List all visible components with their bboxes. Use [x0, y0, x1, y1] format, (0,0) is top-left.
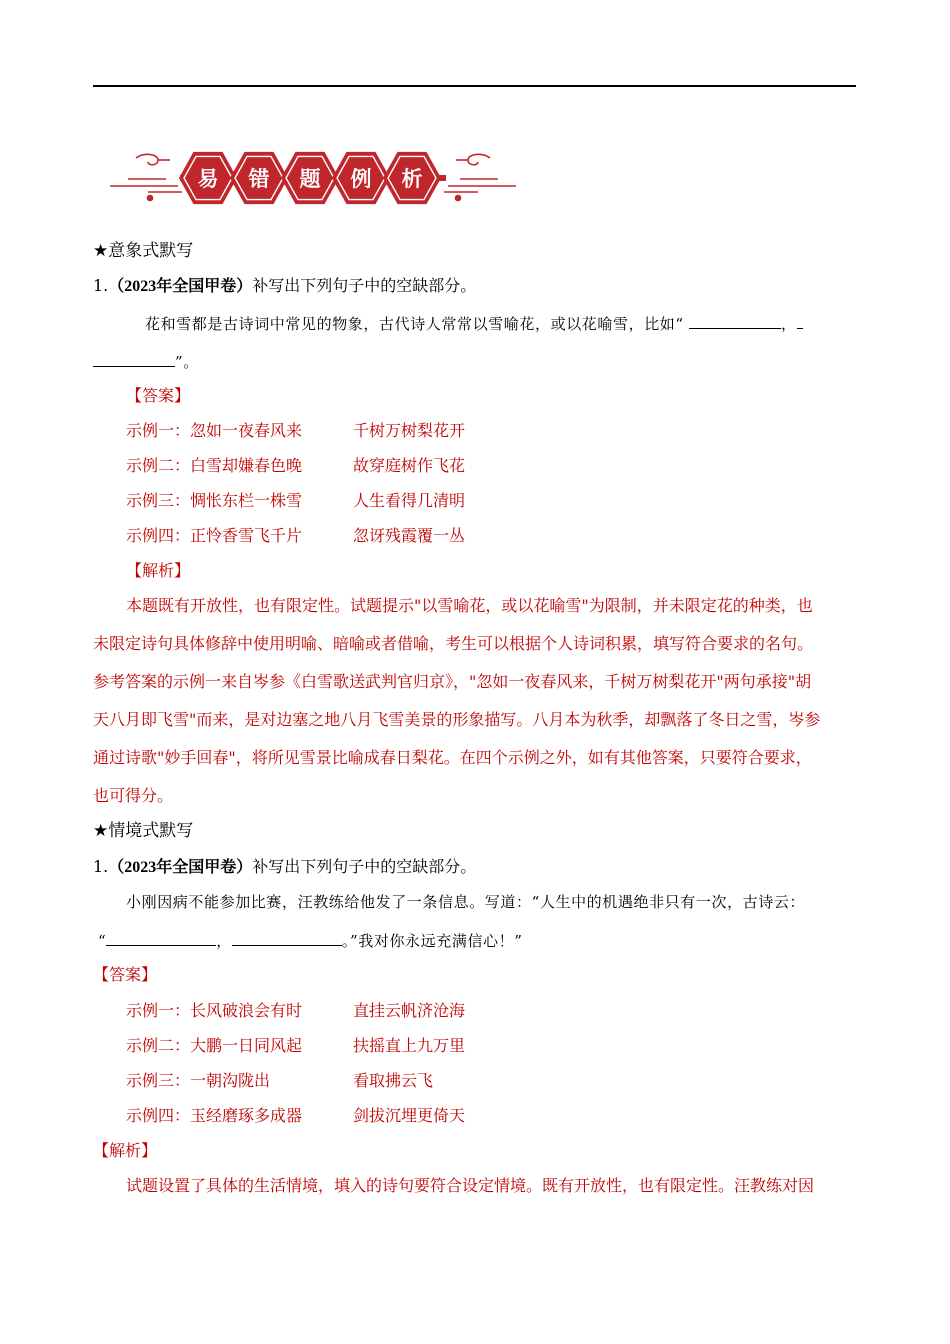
answer-line-a: 惆怅东栏一株雪 — [190, 491, 303, 510]
analysis-line: 天八月即飞雪"而来，是对边塞之地八月飞雪美景的形象描写。八月本为秋季，却飘落了冬日之雪，岑参 — [93, 710, 821, 729]
banner-char: 析 — [401, 167, 423, 191]
banner-char: 题 — [299, 167, 321, 191]
answer-blank — [689, 312, 781, 329]
question-source-open: （ — [108, 859, 125, 876]
answer-row-label: 示例四： — [126, 526, 191, 545]
answer-line-a: 玉经磨琢多成器 — [190, 1106, 303, 1125]
answer-row — [126, 1070, 526, 1092]
question-number: 1. — [93, 857, 109, 876]
question-text: 补写出下列句子中的空缺部分。 — [252, 857, 477, 876]
banner-char: 易 — [197, 167, 219, 191]
answer-row — [126, 1105, 526, 1127]
section-heading-1: ★意象式默写 — [93, 241, 194, 261]
prompt-open-quote: “ — [98, 932, 107, 950]
analysis-label-1: 【解析】 — [126, 561, 191, 580]
answer-line-b: 扶摇直上九万里 — [353, 1036, 466, 1055]
answer-row-label: 示例一： — [126, 1001, 191, 1020]
answer-line-a: 长风破浪会有时 — [190, 1001, 303, 1020]
header-rule — [93, 85, 856, 87]
prompt-line-2 — [98, 929, 523, 952]
prompt-comma: ， — [781, 315, 797, 333]
prompt-end: ”。 — [175, 353, 199, 371]
banner-char: 错 — [248, 167, 270, 191]
question-source: 年全国甲卷） — [156, 278, 253, 295]
question-source-year: 2023 — [124, 859, 157, 876]
answer-line-a: 白雪却嫌春色晚 — [190, 456, 303, 475]
answer-label-2: 【答案】 — [93, 965, 158, 984]
answer-line-b: 人生看得几清明 — [353, 491, 466, 510]
answer-row — [126, 455, 526, 477]
question-line-1 — [93, 275, 476, 298]
answer-line-b: 直挂云帆济沧海 — [353, 1001, 466, 1020]
answer-line-a: 大鹏一日同风起 — [190, 1036, 303, 1055]
analysis-line: 通过诗歌"妙手回春"，将所见雪景比喻成春日梨花。在四个示例之外，如有其他答案，只要符合要求， — [93, 748, 812, 767]
answer-row-label: 示例二： — [126, 1036, 191, 1055]
answer-line-a: 忽如一夜春风来 — [190, 421, 303, 440]
answer-row-label: 示例四： — [126, 1106, 191, 1125]
answer-row — [126, 525, 526, 547]
analysis-line: 也可得分。 — [93, 786, 174, 805]
answer-row-label: 示例二： — [126, 456, 191, 475]
answer-blank — [797, 312, 803, 329]
answer-row — [126, 1035, 526, 1057]
answer-row — [126, 490, 526, 512]
banner-char: 例 — [350, 167, 372, 191]
question-text: 补写出下列句子中的空缺部分。 — [252, 276, 477, 295]
answer-row-label: 示例三： — [126, 1071, 191, 1090]
prompt-line-1: 小刚因病不能参加比赛，汪教练给他发了一条信息。写道：“人生中的机遇绝非只有一次，古诗云： — [126, 893, 806, 911]
question-source-open: （ — [108, 278, 125, 295]
answer-line-b: 千树万树梨花开 — [353, 421, 466, 440]
question-line-2 — [93, 856, 476, 879]
answer-label-1: 【答案】 — [126, 386, 191, 405]
analysis-line: 试题设置了具体的生活情境，填入的诗句要符合设定情境。既有开放性，也有限定性。汪教练对因 — [126, 1176, 815, 1195]
answer-row-label: 示例三： — [126, 491, 191, 510]
section-heading-2: ★情境式默写 — [93, 821, 194, 841]
answer-line-b: 看取拂云飞 — [353, 1071, 434, 1090]
answer-line-b: 故穿庭树作飞花 — [353, 456, 466, 475]
analysis-line: 未限定诗句具体修辞中使用明喻、暗喻或者借喻，考生可以根据个人诗词积累，填写符合要求的名句。 — [93, 634, 814, 653]
answer-blank — [232, 929, 342, 946]
analysis-label-2: 【解析】 — [93, 1141, 158, 1160]
answer-line-b: 剑拔沉埋更倚天 — [353, 1106, 466, 1125]
banner-graphic — [108, 146, 518, 208]
answer-row — [126, 420, 526, 442]
prompt-line-1 — [145, 312, 803, 335]
answer-line-b: 忽讶残霞覆一丛 — [353, 526, 466, 545]
answer-blank — [106, 929, 216, 946]
answer-line-a: 一朝沟陇出 — [190, 1071, 271, 1090]
left-ornament-icon — [110, 154, 182, 200]
analysis-line: 本题既有开放性，也有限定性。试题提示"以雪喻花，或以花喻雪"为限制，并未限定花的种类，也 — [126, 596, 813, 615]
section-banner — [108, 146, 518, 208]
analysis-line: 参考答案的示例一来自岑参《白雪歌送武判官归京》，"忽如一夜春风来，千树万树梨花开"两句承接"胡 — [93, 672, 812, 691]
answer-blank — [93, 350, 175, 367]
right-ornament-icon — [444, 154, 516, 200]
answer-row-label: 示例一： — [126, 421, 191, 440]
question-number: 1. — [93, 276, 109, 295]
prompt-end: 。”我对你永远充满信心！” — [341, 932, 523, 950]
answer-row — [126, 1000, 526, 1022]
question-source-year: 2023 — [124, 278, 157, 295]
question-source: 年全国甲卷） — [156, 859, 253, 876]
prompt-text: 花和雪都是古诗词中常见的物象，古代诗人常常以雪喻花，或以花喻雪，比如“ — [145, 315, 684, 333]
prompt-line-2 — [93, 350, 199, 373]
answer-line-a: 正怜香雪飞千片 — [190, 526, 303, 545]
prompt-comma: ， — [216, 932, 232, 950]
